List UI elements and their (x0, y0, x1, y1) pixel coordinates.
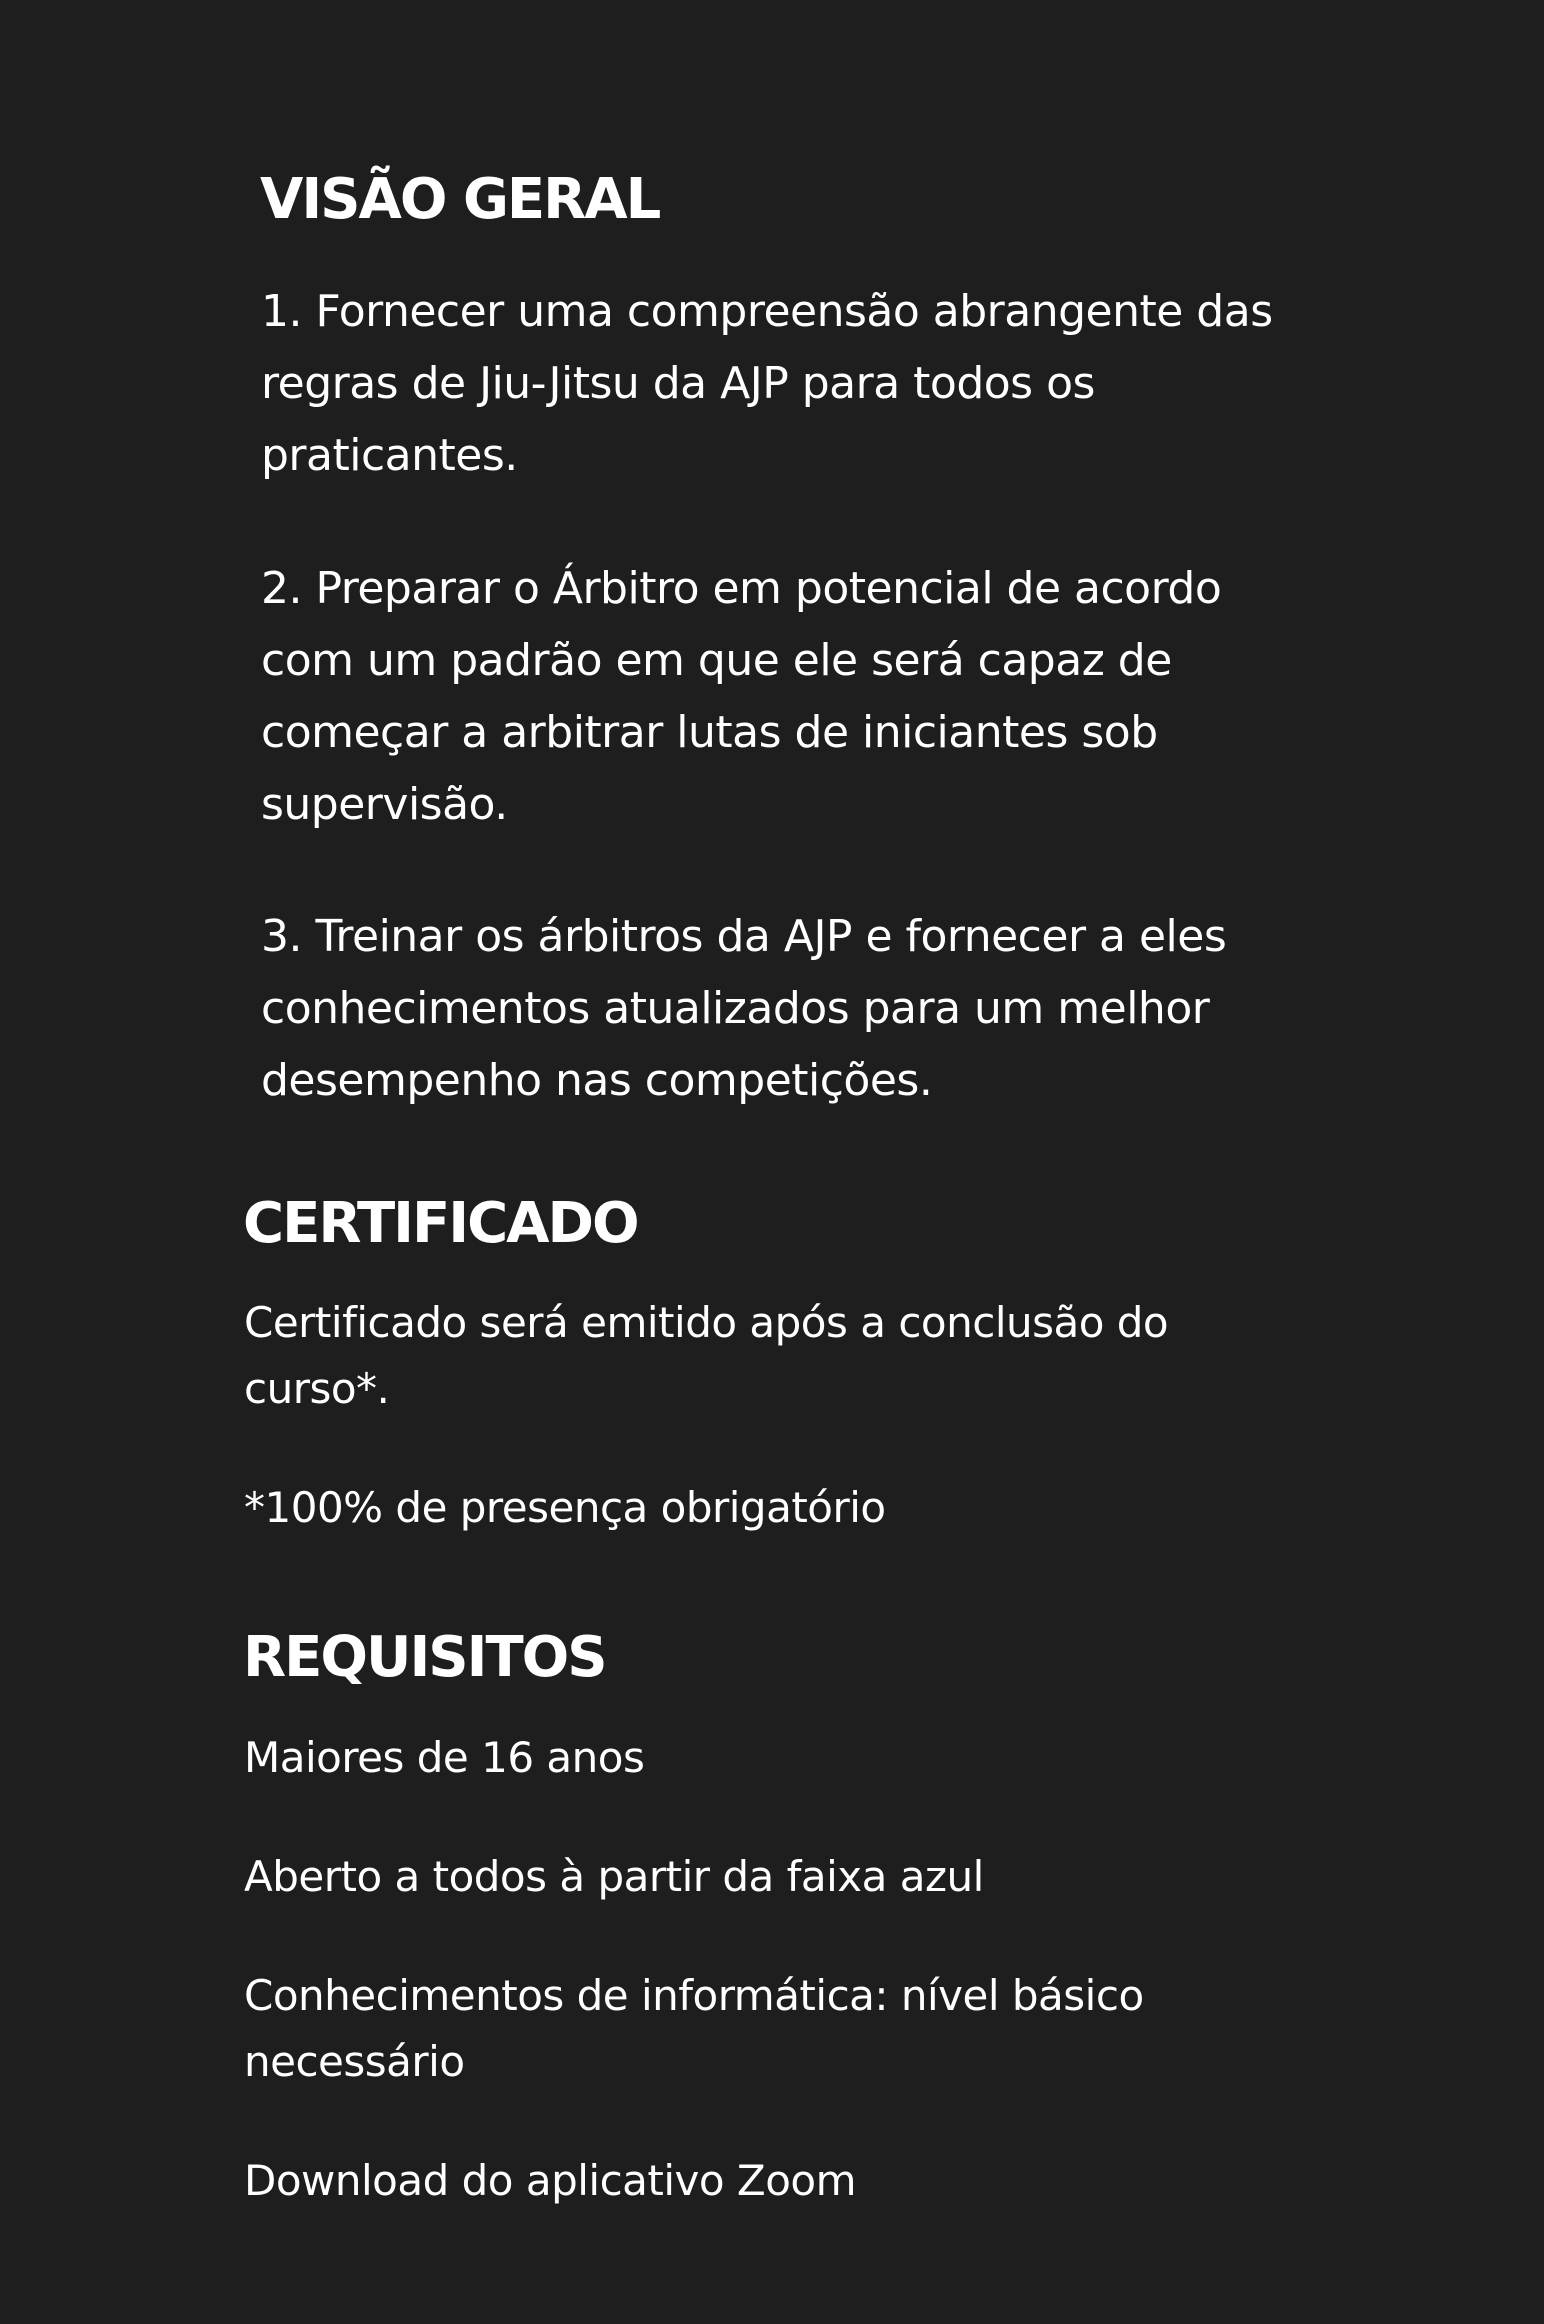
overview-item-1-line-1: 1. Fornecer uma compreensão abrangente das (261, 286, 1273, 337)
certificate-title: CERTIFICADO (243, 1191, 638, 1256)
overview-item-3-line-1: 3. Treinar os árbitros da AJP e fornecer a eles (261, 911, 1227, 962)
certificate-note: *100% de presença obrigatório (244, 1483, 886, 1532)
requirement-item-3 (244, 1963, 1144, 2095)
overview-item-2-line-2: com um padrão em que ele será capaz de (261, 635, 1172, 686)
overview-item-2-line-3: começar a arbitrar lutas de iniciantes sob (261, 707, 1158, 758)
requirement-item-2 (244, 1844, 984, 1910)
requirement-item-2-line-1: Aberto a todos à partir da faixa azul (244, 1852, 984, 1901)
requirement-item-3-line-1: Conhecimentos de informática: nível básico (244, 1971, 1144, 2020)
overview-item-2 (261, 553, 1221, 841)
requirement-item-1-line-1: Maiores de 16 anos (244, 1733, 645, 1782)
certificate-description (244, 1290, 1168, 1422)
requirement-item-4-line-1: Download do aplicativo Zoom (244, 2156, 857, 2205)
overview-title: VISÃO GERAL (260, 167, 660, 232)
overview-item-1-line-2: regras de Jiu-Jitsu da AJP para todos os (261, 358, 1095, 409)
requirement-item-3-line-2: necessário (244, 2037, 465, 2086)
overview-item-1 (261, 276, 1273, 492)
overview-item-3-line-3: desempenho nas competições. (261, 1055, 933, 1106)
certificate-description-line-2: curso*. (244, 1364, 390, 1413)
requirement-item-4 (244, 2148, 856, 2214)
requirement-item-1 (244, 1725, 644, 1791)
overview-item-2-line-1: 2. Preparar o Árbitro em potencial de acordo (261, 563, 1222, 614)
certificate-description-line-1: Certificado será emitido após a conclusão do (244, 1298, 1169, 1347)
overview-item-3 (261, 901, 1226, 1117)
requirements-title: REQUISITOS (243, 1625, 606, 1690)
overview-item-1-line-3: praticantes. (261, 430, 518, 481)
overview-item-2-line-4: supervisão. (261, 779, 508, 830)
overview-item-3-line-2: conhecimentos atualizados para um melhor (261, 983, 1210, 1034)
